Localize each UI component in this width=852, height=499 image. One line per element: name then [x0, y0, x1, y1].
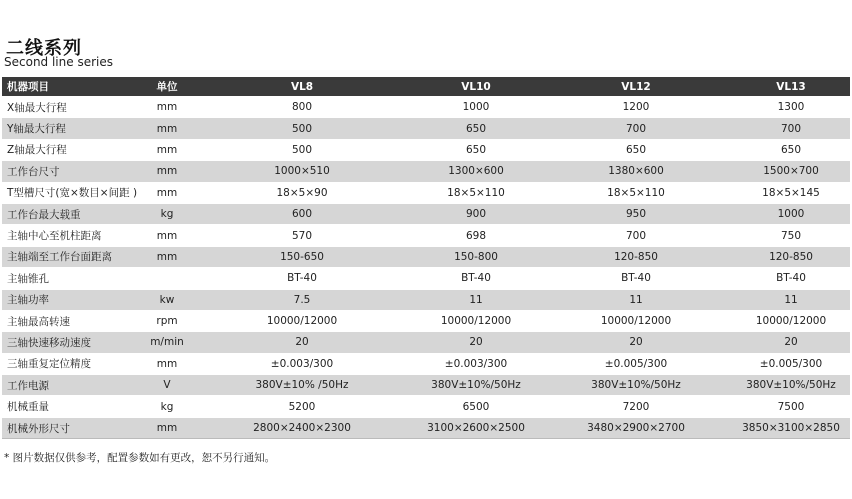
row-value: 3850×3100×2850: [732, 417, 850, 438]
row-unit: mm: [142, 139, 192, 160]
spec-table-body: [2, 97, 850, 439]
row-value: 20: [192, 332, 412, 353]
row-item-label: T型槽尺寸(宽×数目×间距 ): [2, 182, 142, 203]
row-unit: kg: [142, 203, 192, 224]
row-value: 650: [732, 139, 850, 160]
row-item-label: 主轴锥孔: [2, 268, 142, 289]
page-title: 二线系列: [6, 38, 82, 59]
row-item-label: 三轴重复定位精度: [2, 353, 142, 374]
row-value: 650: [412, 139, 540, 160]
footnote: * 图片数据仅供参考，配置参数如有更改，恕不另行通知。: [4, 452, 276, 464]
row-unit: kw: [142, 289, 192, 310]
row-value: 20: [412, 332, 540, 353]
spec-table: [2, 77, 850, 439]
row-value: 2800×2400×2300: [192, 417, 412, 438]
table-row: [2, 332, 850, 353]
row-value: 150-650: [192, 246, 412, 267]
row-value: 10000/12000: [732, 310, 850, 331]
header-model: VL13: [732, 77, 850, 97]
row-item-label: 机械外形尺寸: [2, 417, 142, 438]
row-unit: mm: [142, 97, 192, 118]
row-item-label: X轴最大行程: [2, 97, 142, 118]
row-value: 700: [540, 225, 732, 246]
row-item-label: Y轴最大行程: [2, 118, 142, 139]
row-value: 11: [412, 289, 540, 310]
table-row: [2, 375, 850, 396]
row-unit: mm: [142, 353, 192, 374]
row-value: 650: [412, 118, 540, 139]
row-item-label: 工作台尺寸: [2, 161, 142, 182]
row-item-label: 主轴中心至机柱距离: [2, 225, 142, 246]
header-model: VL12: [540, 77, 732, 97]
row-value: 380V±10% /50Hz: [192, 375, 412, 396]
table-row: [2, 353, 850, 374]
row-value: 380V±10%/50Hz: [412, 375, 540, 396]
row-value: 800: [192, 97, 412, 118]
table-row: [2, 289, 850, 310]
row-item-label: 机械重量: [2, 396, 142, 417]
row-unit: mm: [142, 161, 192, 182]
row-unit: kg: [142, 396, 192, 417]
row-value: 120-850: [540, 246, 732, 267]
header-item: 机器项目: [2, 77, 142, 97]
row-value: BT-40: [732, 268, 850, 289]
row-value: 20: [540, 332, 732, 353]
row-value: 6500: [412, 396, 540, 417]
row-value: 1200: [540, 97, 732, 118]
table-row: [2, 225, 850, 246]
row-value: 18×5×110: [412, 182, 540, 203]
row-value: 570: [192, 225, 412, 246]
table-row: [2, 118, 850, 139]
row-value: 11: [732, 289, 850, 310]
row-value: 1500×700: [732, 161, 850, 182]
row-value: ±0.005/300: [732, 353, 850, 374]
row-value: 1300: [732, 97, 850, 118]
row-value: 7200: [540, 396, 732, 417]
table-row: [2, 182, 850, 203]
row-value: 18×5×90: [192, 182, 412, 203]
table-row: [2, 161, 850, 182]
row-value: 10000/12000: [412, 310, 540, 331]
row-value: 500: [192, 139, 412, 160]
row-value: 1000×510: [192, 161, 412, 182]
row-value: 7500: [732, 396, 850, 417]
row-item-label: 主轴端至工作台面距离: [2, 246, 142, 267]
row-value: 11: [540, 289, 732, 310]
row-item-label: 主轴最高转速: [2, 310, 142, 331]
row-value: 698: [412, 225, 540, 246]
row-unit: rpm: [142, 310, 192, 331]
row-item-label: 工作台最大载重: [2, 203, 142, 224]
row-value: ±0.003/300: [192, 353, 412, 374]
row-value: 3100×2600×2500: [412, 417, 540, 438]
row-unit: mm: [142, 246, 192, 267]
row-unit: mm: [142, 182, 192, 203]
row-value: 20: [732, 332, 850, 353]
row-value: ±0.005/300: [540, 353, 732, 374]
row-value: 150-800: [412, 246, 540, 267]
row-value: 900: [412, 203, 540, 224]
table-row: [2, 417, 850, 438]
row-unit: mm: [142, 118, 192, 139]
row-item-label: 三轴快速移动速度: [2, 332, 142, 353]
row-value: 600: [192, 203, 412, 224]
row-value: 650: [540, 139, 732, 160]
header-unit: 单位: [142, 77, 192, 97]
header-model: VL10: [412, 77, 540, 97]
table-row: [2, 203, 850, 224]
row-value: 1000: [732, 203, 850, 224]
row-unit: V: [142, 375, 192, 396]
row-value: 750: [732, 225, 850, 246]
row-value: 5200: [192, 396, 412, 417]
row-value: 380V±10%/50Hz: [732, 375, 850, 396]
row-value: 1300×600: [412, 161, 540, 182]
row-value: 7.5: [192, 289, 412, 310]
row-value: 700: [732, 118, 850, 139]
row-value: BT-40: [412, 268, 540, 289]
row-value: 18×5×145: [732, 182, 850, 203]
row-value: 10000/12000: [540, 310, 732, 331]
row-value: 18×5×110: [540, 182, 732, 203]
page-subtitle: Second line series: [4, 55, 113, 69]
row-unit: mm: [142, 417, 192, 438]
table-row: [2, 139, 850, 160]
table-row: [2, 97, 850, 118]
row-value: 700: [540, 118, 732, 139]
table-row: [2, 310, 850, 331]
row-value: BT-40: [540, 268, 732, 289]
row-value: 120-850: [732, 246, 850, 267]
row-value: 1380×600: [540, 161, 732, 182]
row-item-label: 工作电源: [2, 375, 142, 396]
row-unit: mm: [142, 225, 192, 246]
row-value: 380V±10%/50Hz: [540, 375, 732, 396]
row-item-label: 主轴功率: [2, 289, 142, 310]
table-row: [2, 396, 850, 417]
row-value: 950: [540, 203, 732, 224]
table-header-row: [2, 77, 850, 97]
row-unit: [142, 268, 192, 289]
row-value: 3480×2900×2700: [540, 417, 732, 438]
row-value: 500: [192, 118, 412, 139]
row-value: 10000/12000: [192, 310, 412, 331]
row-item-label: Z轴最大行程: [2, 139, 142, 160]
row-value: BT-40: [192, 268, 412, 289]
table-row: [2, 268, 850, 289]
row-value: 1000: [412, 97, 540, 118]
row-value: ±0.003/300: [412, 353, 540, 374]
row-unit: m/min: [142, 332, 192, 353]
header-model: VL8: [192, 77, 412, 97]
table-row: [2, 246, 850, 267]
